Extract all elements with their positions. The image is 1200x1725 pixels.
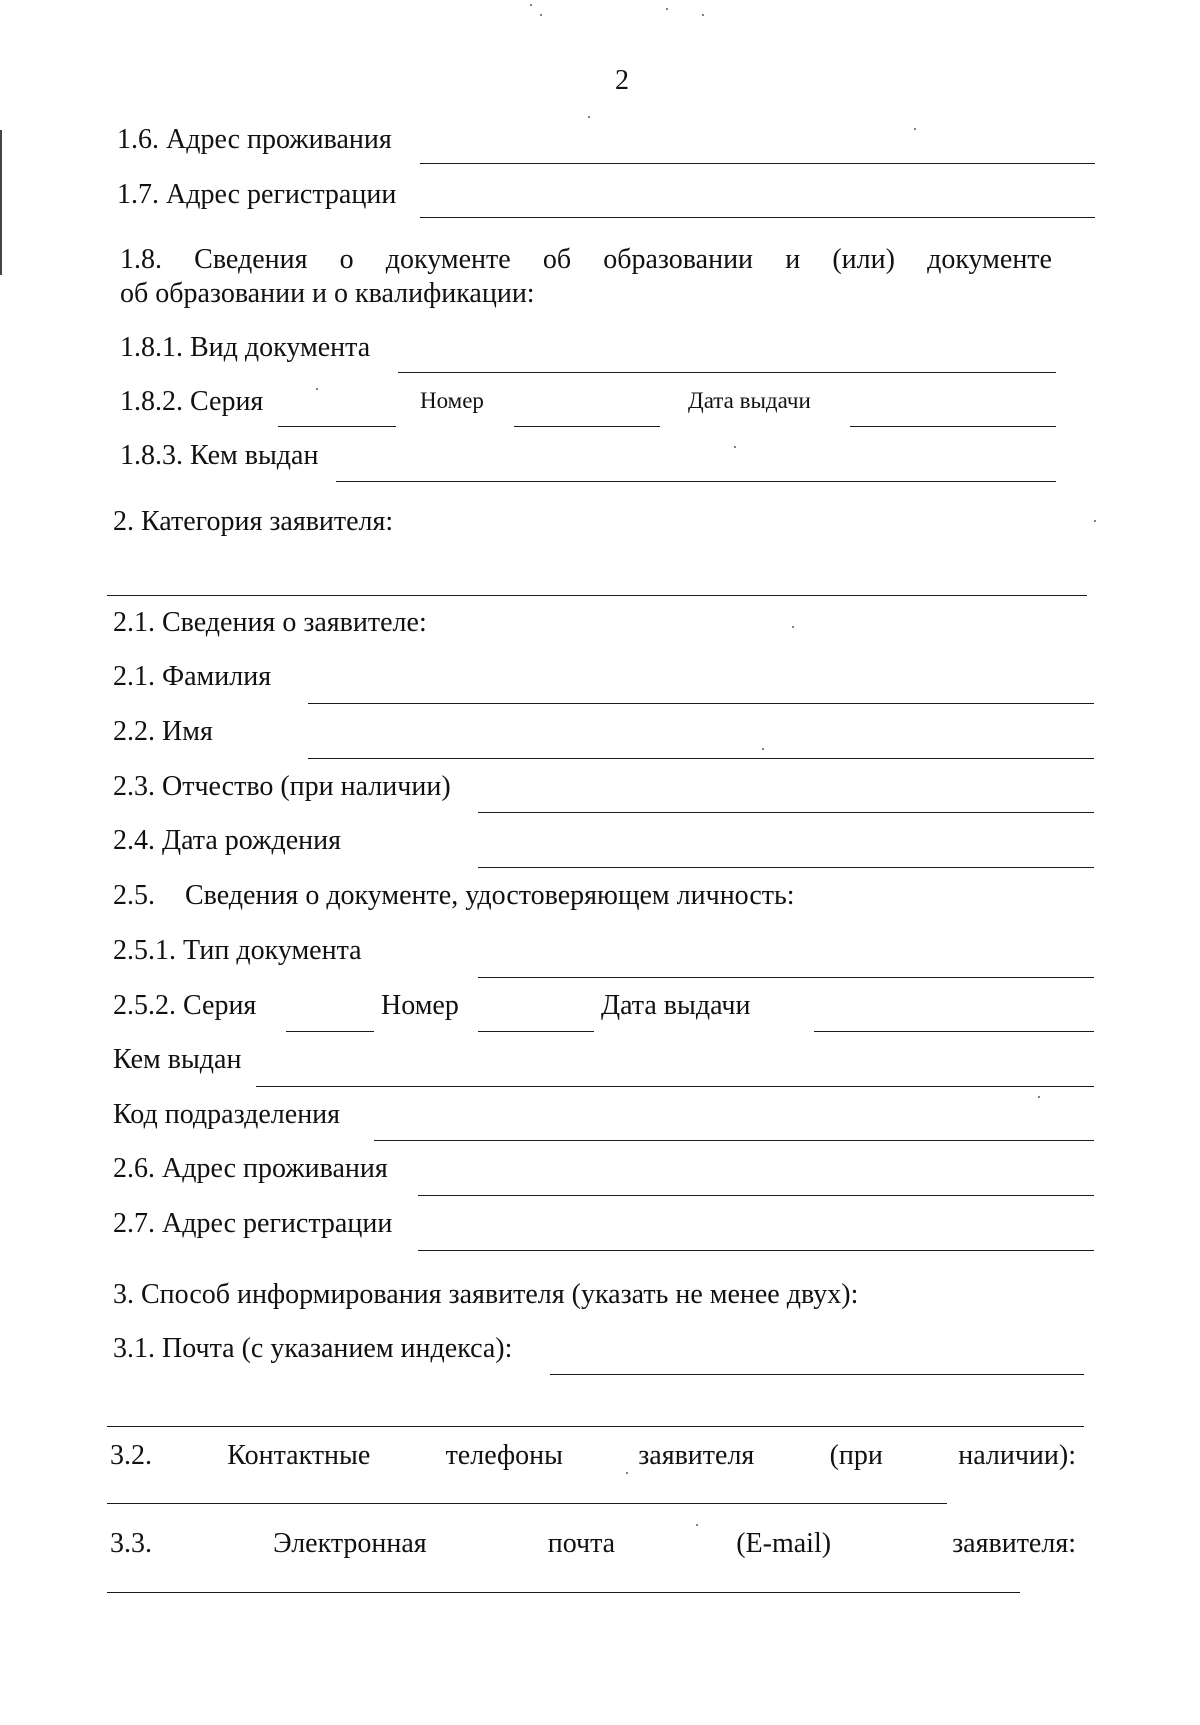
justified-word: наличии):: [958, 1440, 1076, 1471]
justified-word: 1.8.: [120, 244, 162, 275]
label-2-3-patronymic: 2.3. Отчество (при наличии): [113, 771, 451, 802]
label-2-4-birth-date: 2.4. Дата рождения: [113, 825, 341, 856]
field-2-5-1-document-type[interactable]: [478, 977, 1094, 978]
label-2-6-residence-address: 2.6. Адрес проживания: [113, 1153, 388, 1184]
scan-speck: [540, 14, 542, 16]
label-1-8-3-issued-by: 1.8.3. Кем выдан: [120, 440, 319, 471]
field-2-applicant-category[interactable]: [107, 595, 1087, 596]
justified-word: и: [785, 244, 801, 275]
justified-word: почта: [547, 1528, 616, 1559]
label-1-6-residence-address: 1.6. Адрес проживания: [117, 124, 392, 155]
field-1-7-registration-address[interactable]: [420, 217, 1095, 218]
label-2-1-applicant-info: 2.1. Сведения о заявителе:: [113, 607, 427, 638]
label-1-8-2-issue-date: Дата выдачи: [688, 388, 811, 413]
label-1-8-2-series: 1.8.2. Серия: [120, 386, 264, 417]
scan-speck: [762, 748, 764, 750]
field-3-2-contact-phones[interactable]: [107, 1503, 947, 1504]
scan-speck: [1038, 1096, 1040, 1098]
label-2-7-registration-address: 2.7. Адрес регистрации: [113, 1208, 393, 1239]
field-2-2-name[interactable]: [308, 758, 1094, 759]
label-2-5-identity-document: Сведения о документе, удостоверяющем личность:: [185, 880, 795, 911]
label-3-notification-method: 3. Способ информирования заявителя (указать не менее двух):: [113, 1279, 859, 1310]
label-1-8-1-document-type: 1.8.1. Вид документа: [120, 332, 371, 363]
justified-word: заявителя: [638, 1440, 755, 1471]
scan-speck: [626, 1472, 628, 1474]
label-3-2-contact-phones: [110, 1439, 1076, 1473]
label-2-5-number: 2.5.: [113, 880, 155, 911]
field-1-8-2-series[interactable]: [278, 426, 396, 427]
label-3-3-email: [110, 1527, 1076, 1561]
field-1-8-2-issue-date[interactable]: [850, 426, 1056, 427]
label-2-5-2-number: Номер: [381, 990, 459, 1021]
scan-speck: [316, 388, 318, 390]
justified-word: документе: [385, 244, 511, 275]
scan-speck: [702, 14, 704, 16]
justified-word: заявителя:: [952, 1528, 1076, 1559]
field-2-5-2-number[interactable]: [478, 1031, 594, 1032]
scan-speck: [696, 1524, 698, 1526]
field-2-6-residence-address[interactable]: [418, 1195, 1094, 1196]
field-3-1-mail-line2[interactable]: [107, 1426, 1084, 1427]
field-3-1-mail-line1[interactable]: [550, 1374, 1084, 1375]
field-1-8-2-number[interactable]: [514, 426, 660, 427]
scan-speck: [530, 4, 532, 6]
scan-speck: [1094, 520, 1096, 522]
field-3-3-email[interactable]: [107, 1592, 1020, 1593]
justified-word: (или): [832, 244, 895, 275]
label-issued-by: Кем выдан: [113, 1044, 242, 1075]
justified-word: (E-mail): [736, 1528, 832, 1559]
justified-word: (при: [829, 1440, 883, 1471]
label-1-8-education-document-line2: об образовании и о квалификации:: [120, 278, 535, 309]
field-1-8-3-issued-by[interactable]: [336, 481, 1056, 482]
field-1-8-1-document-type[interactable]: [398, 372, 1056, 373]
label-1-8-2-number: Номер: [420, 388, 484, 413]
field-1-6-residence-address[interactable]: [420, 163, 1095, 164]
label-2-5-2-series: 2.5.2. Серия: [113, 990, 257, 1021]
label-department-code: Код подразделения: [113, 1099, 341, 1130]
scan-edge-mark: [0, 130, 2, 275]
justified-word: о: [339, 244, 354, 275]
justified-word: Сведения: [194, 244, 308, 275]
field-2-7-registration-address[interactable]: [418, 1250, 1094, 1251]
label-2-2-name: 2.2. Имя: [113, 716, 213, 747]
label-2-applicant-category: 2. Категория заявителя:: [113, 506, 394, 537]
field-2-1-surname[interactable]: [308, 703, 1094, 704]
label-3-1-mail: 3.1. Почта (с указанием индекса):: [113, 1333, 513, 1364]
justified-word: телефоны: [445, 1440, 563, 1471]
field-2-3-patronymic[interactable]: [478, 812, 1094, 813]
label-2-1-surname: 2.1. Фамилия: [113, 661, 272, 692]
field-2-5-2-series[interactable]: [286, 1031, 374, 1032]
label-1-8-education-document-line1: [120, 243, 1052, 277]
page-number: 2: [615, 65, 629, 96]
justified-word: Контактные: [227, 1440, 371, 1471]
scan-speck: [734, 446, 736, 448]
label-1-7-registration-address: 1.7. Адрес регистрации: [117, 179, 397, 210]
scan-speck: [666, 8, 668, 10]
label-2-5-2-issue-date: Дата выдачи: [601, 990, 751, 1021]
field-issued-by[interactable]: [256, 1086, 1094, 1087]
justified-word: документе: [927, 244, 1052, 275]
label-2-5-1-document-type: 2.5.1. Тип документа: [113, 935, 362, 966]
justified-word: 3.2.: [110, 1440, 152, 1471]
scan-speck: [588, 116, 590, 118]
justified-word: образовании: [603, 244, 754, 275]
scan-speck: [792, 626, 794, 628]
justified-word: Электронная: [273, 1528, 427, 1559]
justified-word: об: [542, 244, 572, 275]
field-2-4-birth-date[interactable]: [478, 867, 1094, 868]
field-2-5-2-issue-date[interactable]: [814, 1031, 1094, 1032]
scan-speck: [914, 128, 916, 130]
justified-word: 3.3.: [110, 1528, 152, 1559]
field-department-code[interactable]: [374, 1140, 1094, 1141]
